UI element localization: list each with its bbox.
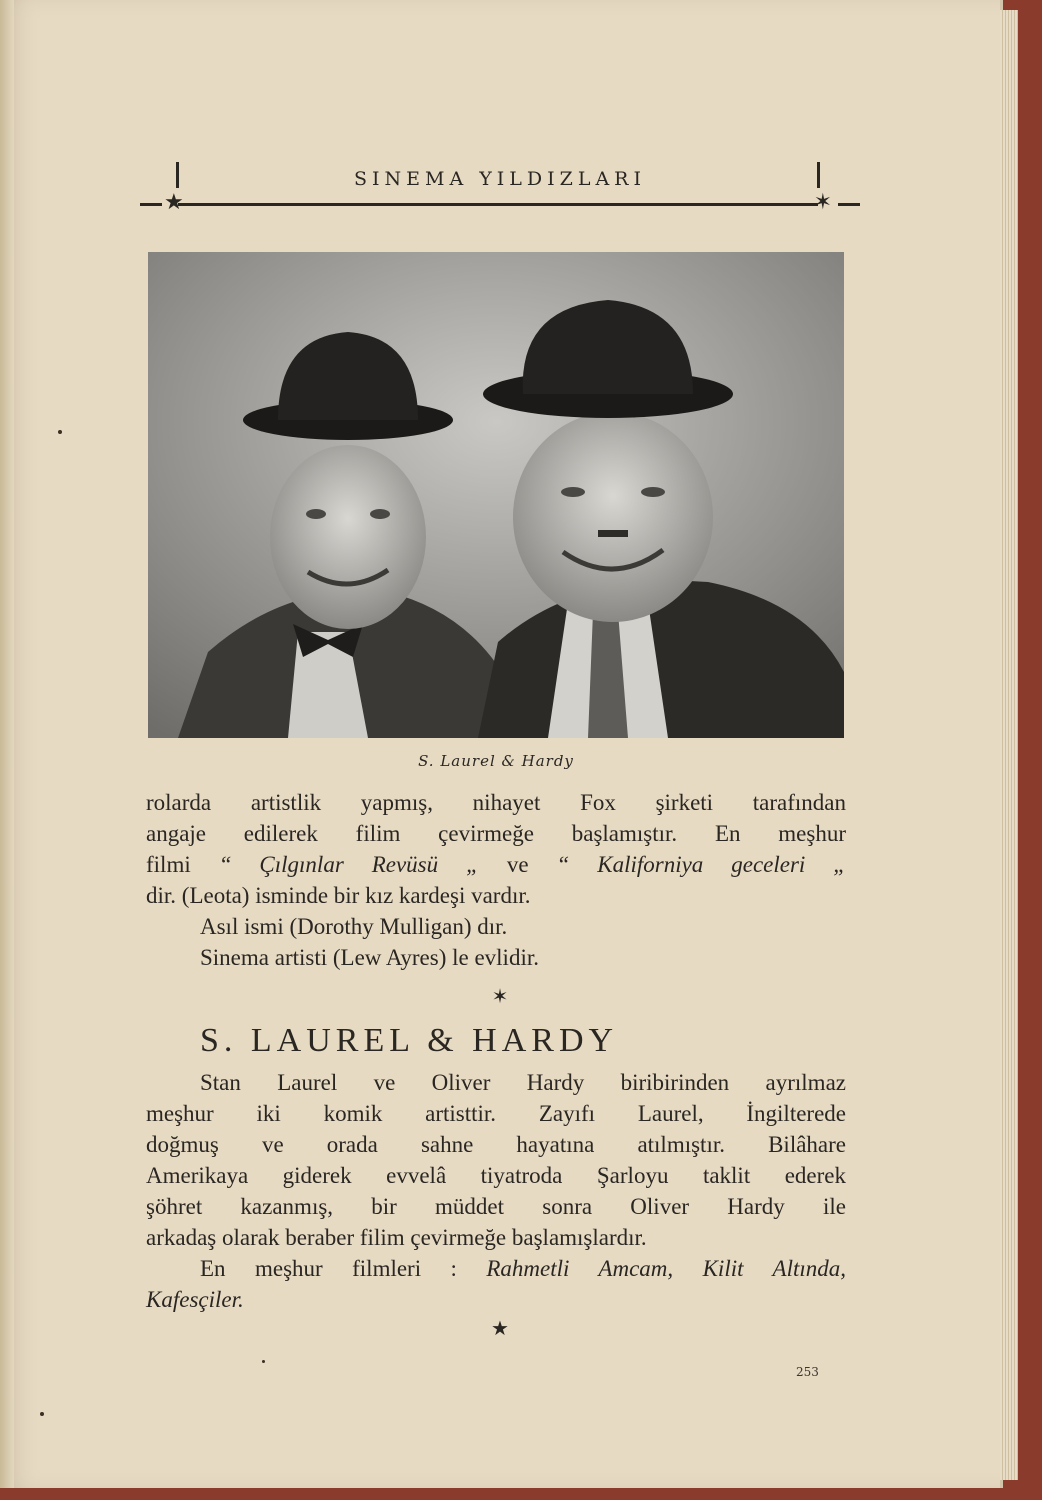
films-label: En meşhur filmleri : xyxy=(200,1256,457,1281)
section-title: S. LAUREL & HARDY xyxy=(200,1022,619,1059)
text-line: Asıl ismi (Dorothy Mulligan) dır. xyxy=(200,914,508,939)
rule-right xyxy=(838,203,860,206)
header-rule xyxy=(178,203,818,206)
text-line: Amerikaya giderek evvelâ tiyatroda Şarloyu taklit ederek xyxy=(146,1163,846,1188)
header-title: SINEMA YILDIZLARI xyxy=(354,168,646,190)
photo-caption: S. Laurel & Hardy xyxy=(418,752,574,770)
text-line: Stan Laurel ve Oliver Hardy biribirinden ayrılmaz xyxy=(200,1070,846,1095)
photo-illustration xyxy=(148,252,844,738)
separator-star-icon: ✶ xyxy=(491,984,509,1008)
page-number: 253 xyxy=(796,1365,819,1379)
text-line xyxy=(146,849,846,880)
film-title: “ Çılgınlar Revüsü „ xyxy=(218,852,479,877)
paragraph-leota xyxy=(146,787,846,973)
page-binding xyxy=(0,0,14,1488)
text-line: angaje edilerek filim çevirmeğe başlamıştır. En meşhur xyxy=(146,821,846,846)
films-list: Rahmetli Amcam, Kilit Altında, xyxy=(486,1256,846,1281)
laurel-hardy-photo xyxy=(148,252,844,738)
text-line xyxy=(146,1284,846,1315)
star-icon: ★ xyxy=(164,190,184,215)
paper-speck xyxy=(58,430,62,434)
text-line: Sinema artisti (Lew Ayres) le evlidir. xyxy=(200,945,539,970)
text-line: doğmuş ve orada sahne hayatına atılmıştır. Bilâhare xyxy=(146,1132,846,1157)
rule-left xyxy=(140,203,162,206)
paragraph-laurel-hardy xyxy=(146,1067,846,1315)
text-line: rolarda artistlik yapmış, nihayet Fox şirketi tarafından xyxy=(146,790,846,815)
page-edges xyxy=(1000,10,1018,1480)
paper-speck xyxy=(262,1360,265,1363)
end-star-icon: ★ xyxy=(491,1316,509,1340)
paper-speck xyxy=(40,1412,44,1416)
text-line: şöhret kazanmış, bir müddet sonra Oliver Hardy ile xyxy=(146,1194,846,1219)
text-fragment: ve xyxy=(506,852,529,877)
film-title: “ Kaliforniya geceleri „ xyxy=(556,852,847,877)
star-icon: ✶ xyxy=(813,190,832,215)
running-header xyxy=(140,160,860,220)
films-list-continued: Kafesçiler. xyxy=(146,1287,244,1312)
text-fragment: filmi xyxy=(146,852,191,877)
text-line: dir. (Leota) isminde bir kız kardeşi vardır. xyxy=(146,883,531,908)
text-line xyxy=(146,1253,846,1284)
text-line: meşhur iki komik artisttir. Zayıfı Laurel, İngilterede xyxy=(146,1101,846,1126)
text-line: arkadaş olarak beraber filim çevirmeğe başlamışlardır. xyxy=(146,1225,647,1250)
